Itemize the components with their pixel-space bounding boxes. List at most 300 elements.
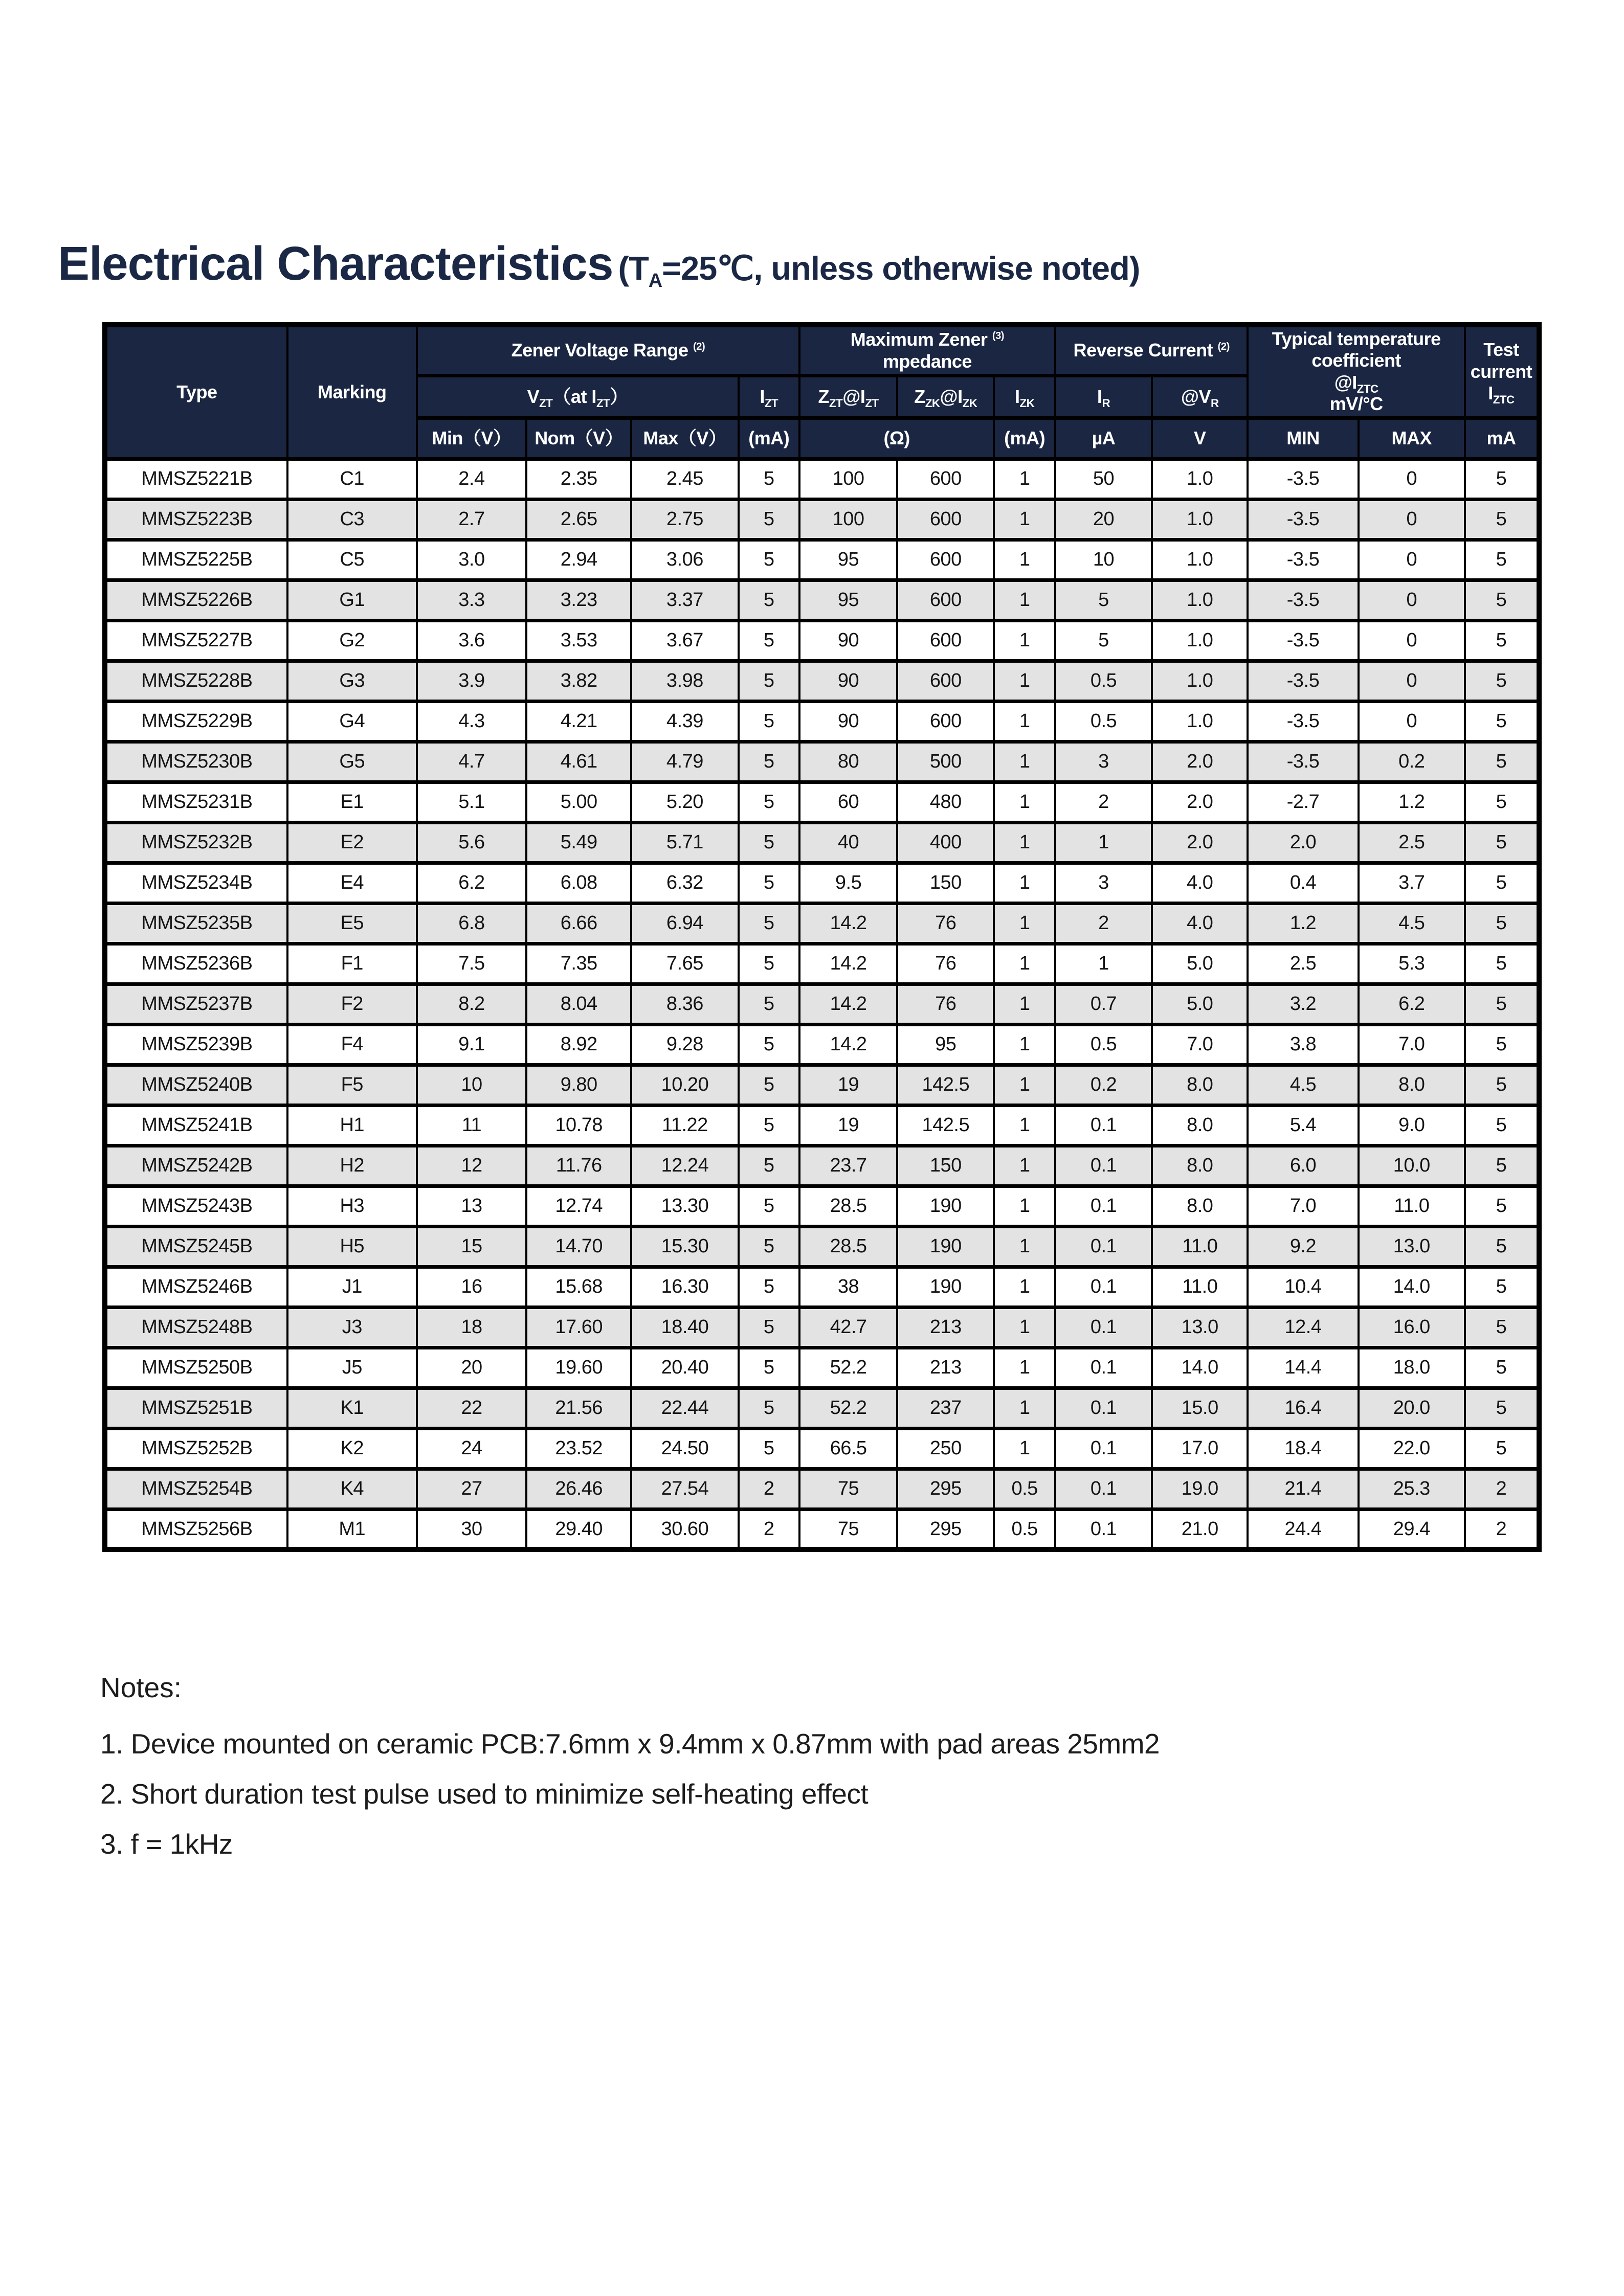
col-header-zzt: $Z_{ZT}@I_{ZT}$ — [799, 376, 897, 418]
marking-cell: K2 — [287, 1428, 417, 1469]
izt-cell: 5 — [739, 580, 799, 620]
izk-cell: 1 — [994, 1347, 1055, 1388]
izt-cell: 5 — [739, 1105, 799, 1145]
vr-cell: 7.0 — [1152, 1024, 1248, 1065]
tc-max-cell: 0 — [1359, 459, 1465, 499]
izt-cell: 5 — [739, 1347, 799, 1388]
zzk-cell: 600 — [897, 701, 994, 741]
vzt-min-cell: 7.5 — [417, 943, 526, 984]
zzt-cell: 9.5 — [799, 863, 897, 903]
vzt-nom-cell: 3.53 — [526, 620, 631, 661]
tc-max-cell: 29.4 — [1359, 1509, 1465, 1549]
ir-cell: 0.1 — [1055, 1388, 1152, 1428]
vzt-nom-cell: 2.94 — [526, 539, 631, 580]
vzt-min-cell: 3.3 — [417, 580, 526, 620]
zzt-cell: 90 — [799, 620, 897, 661]
zzt-cell: 95 — [799, 580, 897, 620]
table-row — [105, 1509, 1539, 1549]
izk-cell: 1 — [994, 1145, 1055, 1186]
vzt-min-cell: 10 — [417, 1065, 526, 1105]
zzk-cell: 190 — [897, 1226, 994, 1267]
izt-cell: 5 — [739, 620, 799, 661]
vzt-max-cell: 5.20 — [631, 782, 738, 822]
ir-cell: 50 — [1055, 459, 1152, 499]
marking-cell: E2 — [287, 822, 417, 863]
vr-cell: 17.0 — [1152, 1428, 1248, 1469]
ir-cell: 1 — [1055, 943, 1152, 984]
tc-min-cell: 24.4 — [1248, 1509, 1358, 1549]
vzt-max-cell: 8.36 — [631, 984, 738, 1024]
izk-cell: 1 — [994, 1186, 1055, 1226]
test-current-cell: 5 — [1465, 1105, 1539, 1145]
izt-cell: 5 — [739, 822, 799, 863]
marking-cell: F5 — [287, 1065, 417, 1105]
table-header — [105, 325, 1539, 459]
tc-min-cell: 3.2 — [1248, 984, 1358, 1024]
tc-min-cell: -3.5 — [1248, 661, 1358, 701]
table-row — [105, 903, 1539, 943]
vzt-min-cell: 9.1 — [417, 1024, 526, 1065]
vzt-min-cell: 4.3 — [417, 701, 526, 741]
zzt-cell: 28.5 — [799, 1226, 897, 1267]
vzt-max-cell: 3.06 — [631, 539, 738, 580]
tc-max-cell: 14.0 — [1359, 1267, 1465, 1307]
zzt-cell: 95 — [799, 539, 897, 580]
vzt-min-cell: 22 — [417, 1388, 526, 1428]
izk-cell: 1 — [994, 984, 1055, 1024]
vr-cell: 5.0 — [1152, 984, 1248, 1024]
type-cell: MMSZ5240B — [105, 1065, 287, 1105]
table-row — [105, 984, 1539, 1024]
ir-cell: 0.2 — [1055, 1065, 1152, 1105]
type-cell: MMSZ5245B — [105, 1226, 287, 1267]
vzt-max-cell: 20.40 — [631, 1347, 738, 1388]
vzt-max-cell: 6.32 — [631, 863, 738, 903]
zzt-cell: 75 — [799, 1469, 897, 1509]
izt-cell: 5 — [739, 1186, 799, 1226]
tc-min-cell: 2.5 — [1248, 943, 1358, 984]
table-row — [105, 539, 1539, 580]
vzt-min-cell: 16 — [417, 1267, 526, 1307]
zzt-cell: 14.2 — [799, 984, 897, 1024]
vzt-min-cell: 20 — [417, 1347, 526, 1388]
marking-cell: G4 — [287, 701, 417, 741]
marking-cell: C1 — [287, 459, 417, 499]
vzt-min-cell: 27 — [417, 1469, 526, 1509]
zzt-cell: 52.2 — [799, 1347, 897, 1388]
tc-max-cell: 8.0 — [1359, 1065, 1465, 1105]
ir-cell: 0.1 — [1055, 1186, 1152, 1226]
izk-cell: 1 — [994, 1307, 1055, 1347]
vzt-nom-cell: 11.76 — [526, 1145, 631, 1186]
notes-heading: Notes: — [100, 1672, 182, 1703]
marking-cell: G2 — [287, 620, 417, 661]
marking-cell: G5 — [287, 741, 417, 782]
vzt-nom-cell: 5.00 — [526, 782, 631, 822]
tc-max-cell: 11.0 — [1359, 1186, 1465, 1226]
izt-cell: 5 — [739, 539, 799, 580]
zzk-cell: 142.5 — [897, 1065, 994, 1105]
type-cell: MMSZ5241B — [105, 1105, 287, 1145]
ir-cell: 0.1 — [1055, 1267, 1152, 1307]
tc-min-cell: -3.5 — [1248, 580, 1358, 620]
tc-max-cell: 0 — [1359, 620, 1465, 661]
zzt-cell: 80 — [799, 741, 897, 782]
test-current-cell: 5 — [1465, 1428, 1539, 1469]
vzt-nom-cell: 23.52 — [526, 1428, 631, 1469]
col-header-izk: $I_{ZK}$ — [994, 376, 1055, 418]
ir-cell: 1 — [1055, 822, 1152, 863]
type-cell: MMSZ5256B — [105, 1509, 287, 1549]
izt-cell: 5 — [739, 1065, 799, 1105]
tc-min-cell: -3.5 — [1248, 741, 1358, 782]
ir-cell: 0.1 — [1055, 1307, 1152, 1347]
unit-test-ma: mA — [1465, 418, 1539, 459]
vr-cell: 1.0 — [1152, 701, 1248, 741]
ir-cell: 20 — [1055, 499, 1152, 539]
izt-cell: 2 — [739, 1469, 799, 1509]
zzk-cell: 600 — [897, 459, 994, 499]
zzk-cell: 190 — [897, 1186, 994, 1226]
zzk-cell: 295 — [897, 1509, 994, 1549]
vzt-max-cell: 30.60 — [631, 1509, 738, 1549]
zzk-cell: 76 — [897, 943, 994, 984]
vzt-nom-cell: 6.66 — [526, 903, 631, 943]
vzt-nom-cell: 5.49 — [526, 822, 631, 863]
vzt-nom-cell: 26.46 — [526, 1469, 631, 1509]
marking-cell: G3 — [287, 661, 417, 701]
notes-list — [100, 1727, 1160, 1860]
tc-max-cell: 0 — [1359, 661, 1465, 701]
title-subtitle: ($T_A=25℃$, unless otherwise noted) — [618, 250, 1140, 291]
table-row — [105, 1388, 1539, 1428]
test-current-cell: 5 — [1465, 1226, 1539, 1267]
marking-cell: G1 — [287, 580, 417, 620]
marking-cell: H2 — [287, 1145, 417, 1186]
vzt-min-cell: 2.4 — [417, 459, 526, 499]
zzk-cell: 600 — [897, 620, 994, 661]
izt-cell: 2 — [739, 1509, 799, 1549]
vr-cell: 8.0 — [1152, 1186, 1248, 1226]
zzt-cell: 23.7 — [799, 1145, 897, 1186]
col-group-temp-coefficient: Typical temperature coefficient $@I_{ZTC}$ mV/°C — [1248, 325, 1465, 418]
table-body — [105, 459, 1539, 1549]
ir-cell: 0.5 — [1055, 661, 1152, 701]
vzt-min-cell: 15 — [417, 1226, 526, 1267]
vr-cell: 2.0 — [1152, 782, 1248, 822]
vzt-nom-cell: 9.80 — [526, 1065, 631, 1105]
vzt-nom-cell: 7.35 — [526, 943, 631, 984]
table-row — [105, 1307, 1539, 1347]
vzt-nom-cell: 29.40 — [526, 1509, 631, 1549]
ir-cell: 0.5 — [1055, 1024, 1152, 1065]
table-row — [105, 459, 1539, 499]
zzt-cell: 52.2 — [799, 1388, 897, 1428]
zzk-cell: 237 — [897, 1388, 994, 1428]
izk-cell: 1 — [994, 1428, 1055, 1469]
zzt-cell: 42.7 — [799, 1307, 897, 1347]
vzt-min-cell: 4.7 — [417, 741, 526, 782]
ir-cell: 5 — [1055, 580, 1152, 620]
marking-cell: C3 — [287, 499, 417, 539]
zzt-cell: 14.2 — [799, 943, 897, 984]
tc-max-cell: 0 — [1359, 701, 1465, 741]
type-cell: MMSZ5230B — [105, 741, 287, 782]
table-row — [105, 1145, 1539, 1186]
test-current-cell: 5 — [1465, 620, 1539, 661]
zzk-cell: 480 — [897, 782, 994, 822]
type-cell: MMSZ5239B — [105, 1024, 287, 1065]
marking-cell: H1 — [287, 1105, 417, 1145]
unit-nom-v: Nom（V） — [526, 418, 631, 459]
table-row — [105, 661, 1539, 701]
table-row — [105, 1105, 1539, 1145]
vzt-min-cell: 11 — [417, 1105, 526, 1145]
tc-min-cell: 0.4 — [1248, 863, 1358, 903]
notes-section — [100, 1671, 1160, 1878]
vzt-max-cell: 3.37 — [631, 580, 738, 620]
tc-max-cell: 10.0 — [1359, 1145, 1465, 1186]
zzk-cell: 76 — [897, 984, 994, 1024]
vzt-max-cell: 3.67 — [631, 620, 738, 661]
tc-max-cell: 25.3 — [1359, 1469, 1465, 1509]
type-cell: MMSZ5235B — [105, 903, 287, 943]
test-current-cell: 5 — [1465, 1145, 1539, 1186]
vzt-max-cell: 18.40 — [631, 1307, 738, 1347]
vr-cell: 13.0 — [1152, 1307, 1248, 1347]
marking-cell: H5 — [287, 1226, 417, 1267]
table-row — [105, 1065, 1539, 1105]
izt-cell: 5 — [739, 741, 799, 782]
vzt-max-cell: 12.24 — [631, 1145, 738, 1186]
izt-cell: 5 — [739, 984, 799, 1024]
tc-max-cell: 1.2 — [1359, 782, 1465, 822]
table-row — [105, 620, 1539, 661]
zzk-cell: 400 — [897, 822, 994, 863]
vzt-nom-cell: 8.04 — [526, 984, 631, 1024]
ir-cell: 0.1 — [1055, 1347, 1152, 1388]
ir-cell: 3 — [1055, 741, 1152, 782]
tc-min-cell: -3.5 — [1248, 539, 1358, 580]
type-cell: MMSZ5226B — [105, 580, 287, 620]
unit-izk-ma: (mA) — [994, 418, 1055, 459]
unit-min-v: Min（V） — [417, 418, 526, 459]
table-row — [105, 741, 1539, 782]
table-row — [105, 1267, 1539, 1307]
type-cell: MMSZ5225B — [105, 539, 287, 580]
vr-cell: 4.0 — [1152, 863, 1248, 903]
unit-impedance-ohm: (Ω) — [799, 418, 994, 459]
izt-cell: 5 — [739, 459, 799, 499]
vr-cell: 11.0 — [1152, 1226, 1248, 1267]
vzt-min-cell: 24 — [417, 1428, 526, 1469]
zzt-cell: 66.5 — [799, 1428, 897, 1469]
vr-cell: 1.0 — [1152, 539, 1248, 580]
unit-tc-min: MIN — [1248, 418, 1358, 459]
izt-cell: 5 — [739, 1226, 799, 1267]
ir-cell: 0.1 — [1055, 1428, 1152, 1469]
zzt-cell: 19 — [799, 1105, 897, 1145]
table-row — [105, 1347, 1539, 1388]
type-cell: MMSZ5252B — [105, 1428, 287, 1469]
test-current-cell: 5 — [1465, 1024, 1539, 1065]
izk-cell: 1 — [994, 1024, 1055, 1065]
vzt-max-cell: 24.50 — [631, 1428, 738, 1469]
type-cell: MMSZ5234B — [105, 863, 287, 903]
type-cell: MMSZ5227B — [105, 620, 287, 661]
tc-max-cell: 18.0 — [1359, 1347, 1465, 1388]
zzt-cell: 75 — [799, 1509, 897, 1549]
izk-cell: 1 — [994, 741, 1055, 782]
vzt-min-cell: 5.6 — [417, 822, 526, 863]
vzt-nom-cell: 14.70 — [526, 1226, 631, 1267]
test-current-cell: 5 — [1465, 1267, 1539, 1307]
tc-max-cell: 9.0 — [1359, 1105, 1465, 1145]
marking-cell: J3 — [287, 1307, 417, 1347]
zzt-cell: 60 — [799, 782, 897, 822]
vzt-max-cell: 11.22 — [631, 1105, 738, 1145]
test-current-cell: 2 — [1465, 1509, 1539, 1549]
izt-cell: 5 — [739, 863, 799, 903]
ir-cell: 3 — [1055, 863, 1152, 903]
test-current-cell: 5 — [1465, 1065, 1539, 1105]
vzt-max-cell: 7.65 — [631, 943, 738, 984]
vzt-min-cell: 3.0 — [417, 539, 526, 580]
zzt-cell: 100 — [799, 459, 897, 499]
izk-cell: 1 — [994, 459, 1055, 499]
ir-cell: 0.1 — [1055, 1509, 1152, 1549]
type-cell: MMSZ5237B — [105, 984, 287, 1024]
ir-cell: 2 — [1055, 903, 1152, 943]
vzt-nom-cell: 17.60 — [526, 1307, 631, 1347]
marking-cell: J1 — [287, 1267, 417, 1307]
izt-cell: 5 — [739, 1267, 799, 1307]
type-cell: MMSZ5223B — [105, 499, 287, 539]
zzt-cell: 19 — [799, 1065, 897, 1105]
unit-vr-v: V — [1152, 418, 1248, 459]
vzt-nom-cell: 19.60 — [526, 1347, 631, 1388]
marking-cell: F1 — [287, 943, 417, 984]
tc-min-cell: -3.5 — [1248, 620, 1358, 661]
type-cell: MMSZ5250B — [105, 1347, 287, 1388]
izt-cell: 5 — [739, 903, 799, 943]
table-row — [105, 782, 1539, 822]
vzt-min-cell: 6.2 — [417, 863, 526, 903]
unit-tc-max: MAX — [1359, 418, 1465, 459]
izt-cell: 5 — [739, 1307, 799, 1347]
table-row — [105, 1024, 1539, 1065]
zzt-cell: 14.2 — [799, 903, 897, 943]
col-header-marking: Marking — [287, 325, 417, 459]
zzk-cell: 600 — [897, 539, 994, 580]
ir-cell: 0.5 — [1055, 701, 1152, 741]
test-current-cell: 5 — [1465, 539, 1539, 580]
marking-cell: C5 — [287, 539, 417, 580]
zzk-cell: 190 — [897, 1267, 994, 1307]
tc-max-cell: 20.0 — [1359, 1388, 1465, 1428]
col-header-ir: $I_R$ — [1055, 376, 1152, 418]
vr-cell: 2.0 — [1152, 822, 1248, 863]
test-current-cell: 5 — [1465, 822, 1539, 863]
table-row — [105, 863, 1539, 903]
vzt-nom-cell: 12.74 — [526, 1186, 631, 1226]
vzt-min-cell: 3.6 — [417, 620, 526, 661]
zzk-cell: 150 — [897, 1145, 994, 1186]
test-current-cell: 5 — [1465, 1347, 1539, 1388]
vzt-min-cell: 3.9 — [417, 661, 526, 701]
izk-cell: 1 — [994, 903, 1055, 943]
vr-cell: 1.0 — [1152, 580, 1248, 620]
test-current-cell: 5 — [1465, 741, 1539, 782]
test-current-cell: 5 — [1465, 984, 1539, 1024]
type-cell: MMSZ5242B — [105, 1145, 287, 1186]
tc-min-cell: 3.8 — [1248, 1024, 1358, 1065]
tc-max-cell: 13.0 — [1359, 1226, 1465, 1267]
vr-cell: 14.0 — [1152, 1347, 1248, 1388]
unit-max-v: Max（V） — [631, 418, 738, 459]
izt-cell: 5 — [739, 782, 799, 822]
ir-cell: 0.1 — [1055, 1226, 1152, 1267]
vzt-nom-cell: 4.21 — [526, 701, 631, 741]
table-row — [105, 1226, 1539, 1267]
table-row — [105, 580, 1539, 620]
tc-min-cell: 18.4 — [1248, 1428, 1358, 1469]
zzt-cell: 40 — [799, 822, 897, 863]
izt-cell: 5 — [739, 701, 799, 741]
vr-cell: 1.0 — [1152, 620, 1248, 661]
izt-cell: 5 — [739, 943, 799, 984]
izk-cell: 0.5 — [994, 1509, 1055, 1549]
vzt-nom-cell: 3.82 — [526, 661, 631, 701]
header-row-groups — [105, 325, 1539, 376]
ir-cell: 2 — [1055, 782, 1152, 822]
marking-cell: K1 — [287, 1388, 417, 1428]
type-cell: MMSZ5243B — [105, 1186, 287, 1226]
type-cell: MMSZ5221B — [105, 459, 287, 499]
izk-cell: 1 — [994, 1065, 1055, 1105]
title-main: Electrical Characteristics — [58, 237, 613, 290]
vzt-max-cell: 4.39 — [631, 701, 738, 741]
zzk-cell: 600 — [897, 661, 994, 701]
vr-cell: 15.0 — [1152, 1388, 1248, 1428]
izk-cell: 1 — [994, 620, 1055, 661]
type-cell: MMSZ5246B — [105, 1267, 287, 1307]
zzk-cell: 150 — [897, 863, 994, 903]
zzt-cell: 90 — [799, 701, 897, 741]
zzk-cell: 295 — [897, 1469, 994, 1509]
vzt-min-cell: 6.8 — [417, 903, 526, 943]
unit-ir-ua: µA — [1055, 418, 1152, 459]
type-cell: MMSZ5229B — [105, 701, 287, 741]
tc-min-cell: 21.4 — [1248, 1469, 1358, 1509]
izt-cell: 5 — [739, 661, 799, 701]
test-current-cell: 5 — [1465, 580, 1539, 620]
test-current-cell: 5 — [1465, 499, 1539, 539]
marking-cell: E5 — [287, 903, 417, 943]
izk-cell: 1 — [994, 1105, 1055, 1145]
izk-cell: 1 — [994, 580, 1055, 620]
test-current-cell: 5 — [1465, 863, 1539, 903]
zzk-cell: 500 — [897, 741, 994, 782]
vzt-max-cell: 22.44 — [631, 1388, 738, 1428]
col-header-vzt: $V_{ZT}(at$ $I_{ZT}$） — [417, 376, 739, 418]
note-item: 2. Short duration test pulse used to minimize self-heating effect — [100, 1778, 869, 1810]
vzt-max-cell: 27.54 — [631, 1469, 738, 1509]
vr-cell: 8.0 — [1152, 1145, 1248, 1186]
note-item: 3. f = 1kHz — [100, 1828, 233, 1860]
izk-cell: 1 — [994, 1388, 1055, 1428]
type-cell: MMSZ5254B — [105, 1469, 287, 1509]
